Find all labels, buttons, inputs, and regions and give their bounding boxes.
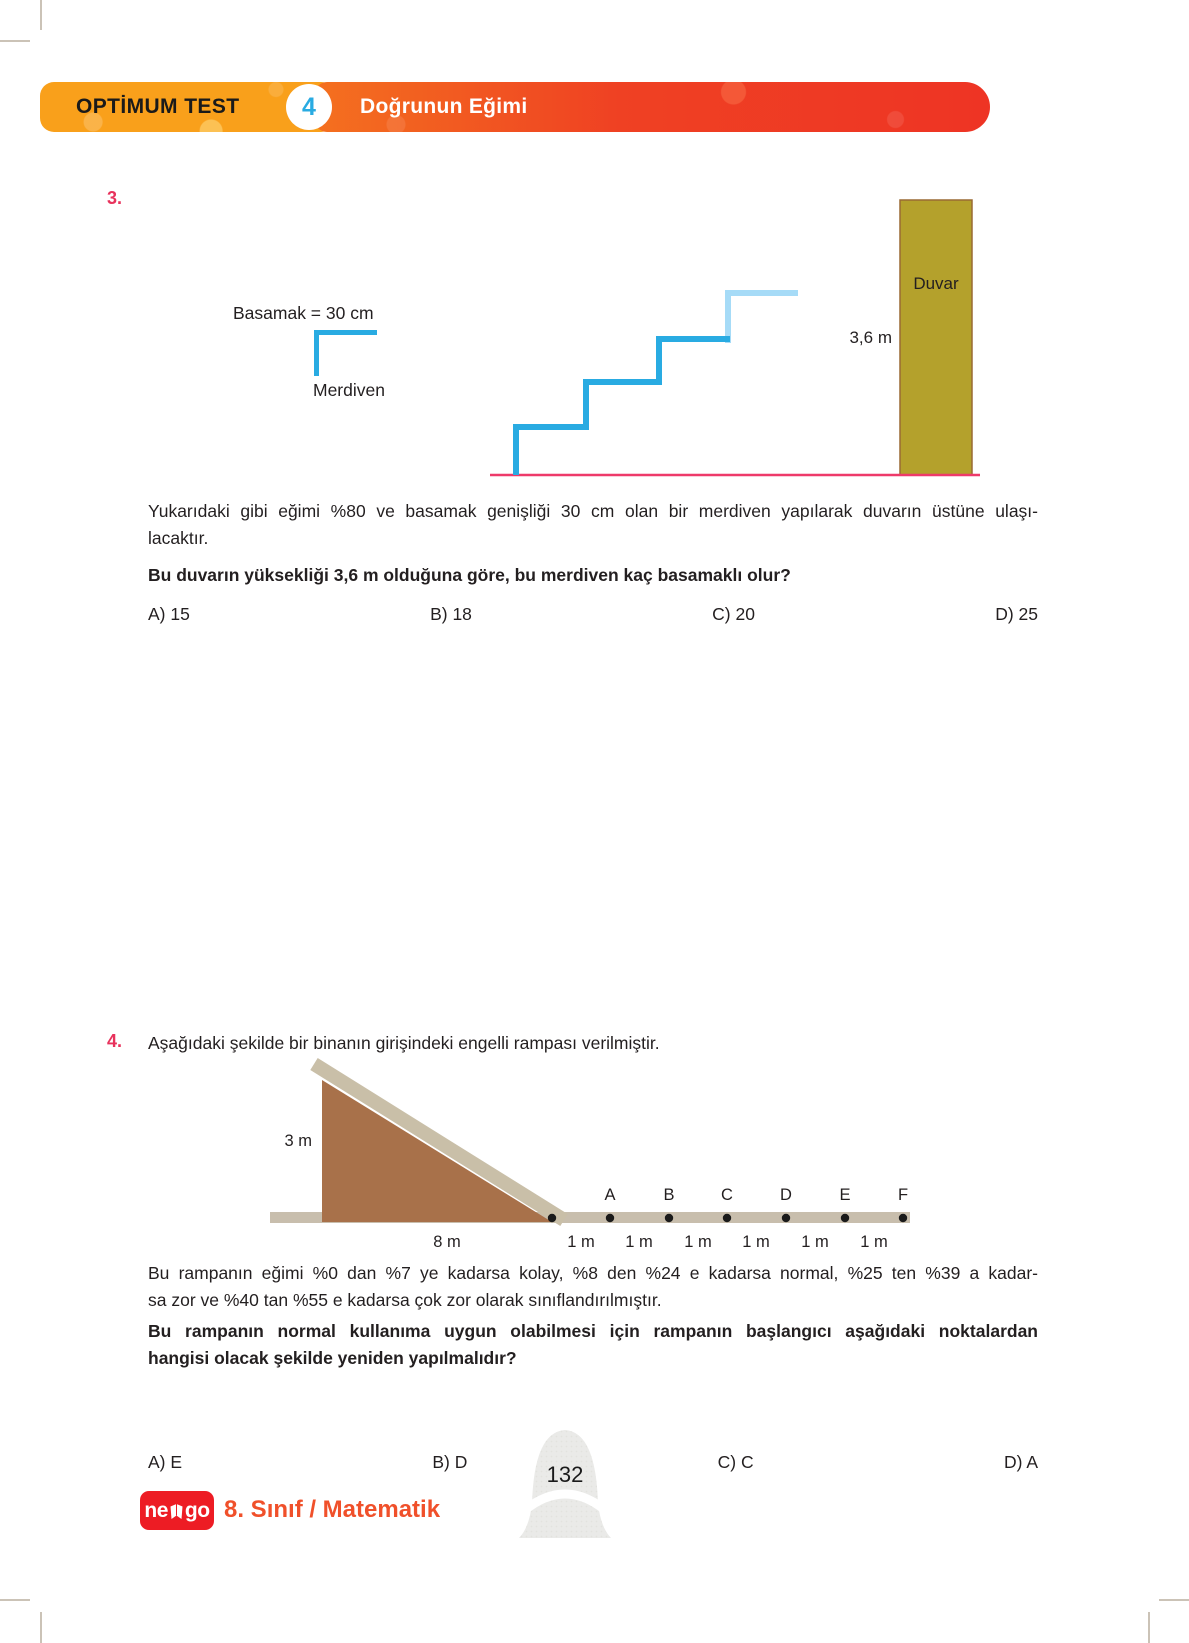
- q3-option-d: D) 25: [995, 604, 1038, 624]
- q3-paragraph-line2: lacaktır.: [148, 528, 209, 548]
- q3-paragraph-line1: Yukarıdaki gibi eğimi %80 ve basamak genişliği 30 cm olan bir merdiven yapılarak duvarın üstüne ulaşı-: [148, 501, 1038, 521]
- ramp-base-label: 8 m: [433, 1233, 461, 1251]
- point-a-label: A: [604, 1186, 616, 1204]
- wall-height-label: 3,6 m: [849, 328, 892, 347]
- page-number: 132: [546, 1462, 584, 1487]
- segment-4-label: 1 m: [742, 1233, 770, 1251]
- distance-labels: [433, 1233, 888, 1251]
- point-d-label: D: [780, 1186, 792, 1204]
- crop-mark-bottom-left-horizontal: [0, 1599, 30, 1601]
- header-brand-text: OPTİMUM TEST: [76, 95, 240, 118]
- q3-option-c: C) 20: [712, 604, 755, 624]
- page-number-badge: [505, 1420, 625, 1540]
- q4-paragraph: [148, 1260, 1038, 1314]
- point-e-label: E: [839, 1186, 851, 1204]
- q4-option-b: B) D: [432, 1452, 468, 1472]
- crop-mark-top-left-vertical: [40, 0, 42, 30]
- ramp-height-label: 3 m: [284, 1132, 312, 1150]
- q3-options: [148, 604, 1038, 625]
- point-f-dot: [899, 1214, 907, 1222]
- ramp-diagram: [260, 1058, 950, 1258]
- open-book-icon: [169, 1501, 184, 1521]
- q4-option-a: A) E: [148, 1452, 183, 1472]
- q4-question-line2: hangisi olacak şekilde yeniden yapılmalıdır?: [148, 1348, 517, 1368]
- header-title-band: [315, 82, 990, 132]
- question-4-number: 4.: [107, 1031, 123, 1051]
- segment-3-label: 1 m: [684, 1233, 712, 1251]
- series-label: 8. Sınıf / Matematik: [224, 1496, 441, 1523]
- q3-option-b: B) 18: [430, 604, 472, 624]
- point-labels: [604, 1186, 908, 1204]
- q4-question: [148, 1318, 1038, 1372]
- ramp-base-point: [548, 1214, 556, 1222]
- q3-question: Bu duvarın yüksekliği 3,6 m olduğuna göre, bu merdiven kaç basamaklı olur?: [148, 565, 791, 585]
- stairs-top-step-light: [728, 293, 798, 343]
- crop-mark-bottom-right-horizontal: [1159, 1599, 1189, 1601]
- point-b-label: B: [663, 1186, 675, 1204]
- publisher-logo: [140, 1491, 214, 1530]
- q4-option-c: C) C: [717, 1452, 754, 1472]
- q3-option-a: A) 15: [148, 604, 190, 624]
- point-f-label: F: [897, 1186, 909, 1204]
- step-width-label: Basamak = 30 cm: [233, 303, 374, 323]
- segment-6-label: 1 m: [860, 1233, 888, 1251]
- segment-1-label: 1 m: [567, 1233, 595, 1251]
- crop-mark-top-left-horizontal: [0, 40, 30, 42]
- point-c-dot: [723, 1214, 731, 1222]
- wall-label: Duvar: [913, 274, 959, 293]
- logo-text-right: go: [184, 1498, 210, 1522]
- point-d-dot: [782, 1214, 790, 1222]
- point-c-label: C: [721, 1186, 733, 1204]
- wall-rect: [900, 200, 972, 475]
- point-b-dot: [665, 1214, 673, 1222]
- stairs-wall-diagram: [440, 185, 980, 485]
- crop-mark-bottom-left-vertical: [40, 1612, 42, 1643]
- segment-5-label: 1 m: [801, 1233, 829, 1251]
- point-a-dot: [606, 1214, 614, 1222]
- question-3-number: 3.: [107, 188, 123, 208]
- logo-text-left: ne: [144, 1498, 168, 1522]
- test-number-badge: 4: [286, 84, 332, 130]
- header-title-text: Doğrunun Eğimi: [360, 95, 528, 118]
- ramp-triangle: [322, 1080, 552, 1222]
- segment-2-label: 1 m: [625, 1233, 653, 1251]
- q4-paragraph-line1: Bu rampanın eğimi %0 dan %7 ye kadarsa kolay, %8 den %24 e kadarsa normal, %25 ten %39 a kadar-: [148, 1263, 1038, 1283]
- q4-paragraph-line2: sa zor ve %40 tan %55 e kadarsa çok zor olarak sınıflandırılmıştır.: [148, 1290, 662, 1310]
- q3-paragraph: [148, 498, 1038, 552]
- ladder-label: Merdiven: [313, 380, 385, 400]
- q4-question-line1: Bu rampanın normal kullanıma uygun olabilmesi için rampanın başlangıcı aşağıdaki noktalardan: [148, 1321, 1038, 1341]
- crop-mark-bottom-right-vertical: [1148, 1612, 1150, 1643]
- q4-intro: Aşağıdaki şekilde bir binanın girişindeki engelli rampası verilmiştir.: [148, 1033, 660, 1053]
- point-e-dot: [841, 1214, 849, 1222]
- step-bracket-icon: [314, 330, 377, 335]
- stairs-steps: [516, 339, 730, 475]
- q4-option-d: D) A: [1003, 1452, 1038, 1472]
- step-bracket-icon-vertical: [314, 330, 319, 376]
